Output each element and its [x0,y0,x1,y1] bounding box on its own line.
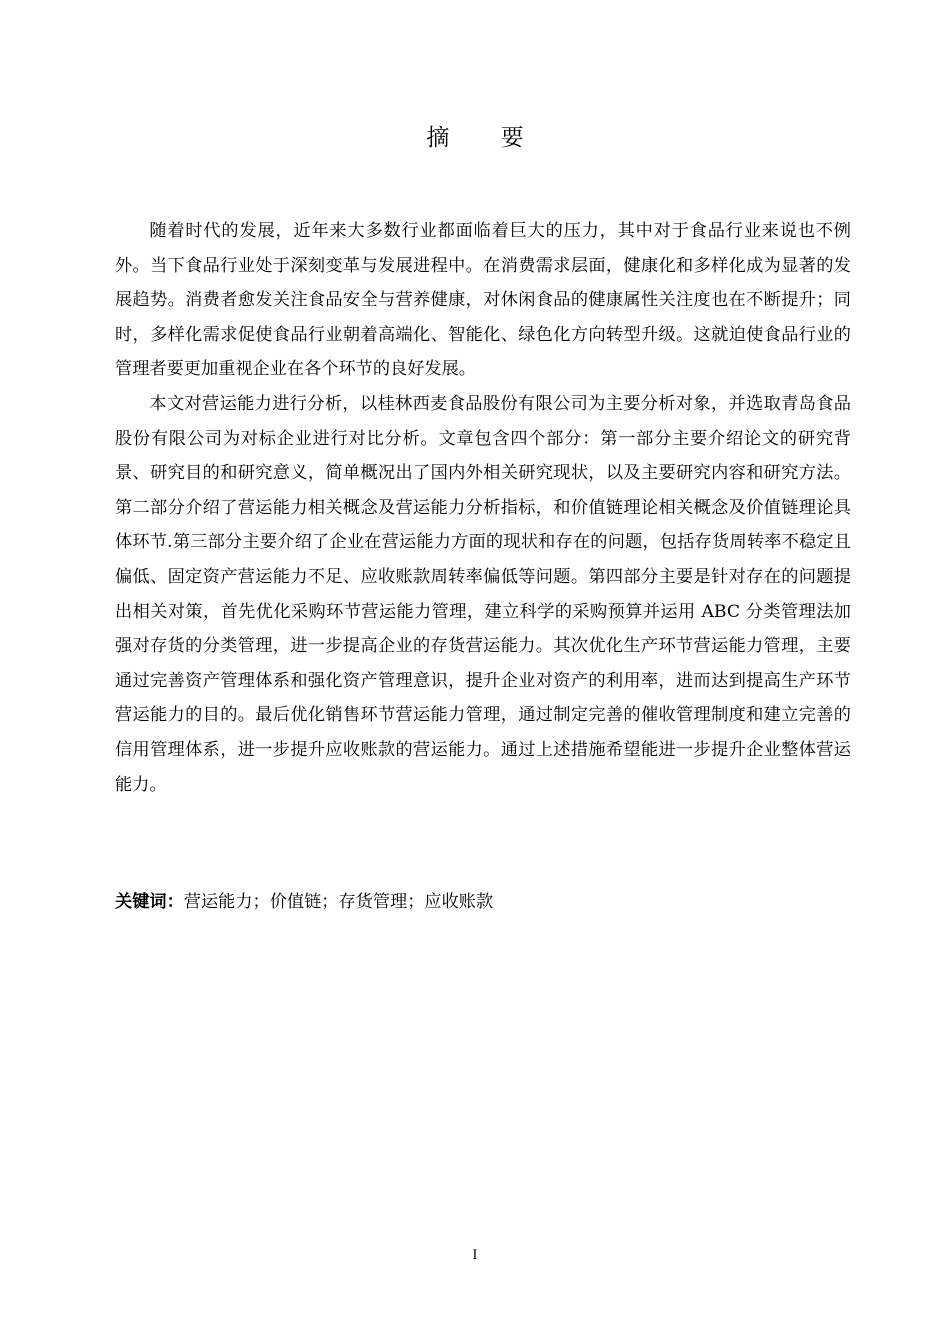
keywords-value: 营运能力；价值链；存货管理；应收账款 [183,892,494,912]
abstract-body [115,214,851,802]
abstract-paragraph-2: 本文对营运能力进行分析，以桂林西麦食品股份有限公司为主要分析对象，并选取青岛食品股份有限公司为对标企业进行对比分析。文章包含四个部分：第一部分主要介绍论文的研究背景、研究目的和研究意义，简单概况出了国内外相关研究现状，以及主要研究内容和研究方法。第二部分介绍了营运能力相关概念及营运能力分析指标，和价值链理论相关概念及价值链理论具体环节.第三部分主要介绍了企业在营运能力方面的现状和存在的问题，包括存货周转率不稳定且偏低、固定资产营运能力不足、应收账款周转率偏低等问题。第四部分主要是针对存在的问题提出相关对策，首先优化采购环节营运能力管理，建立科学的采购预算并运用 ABC 分类管理法加强对存货的分类管理，进一步提高企业的存货营运能力。其次优化生产环节营运能力管理，主要通过完善资产管理体系和强化资产管理意识，提升企业对资产的利用率，进而达到提高生产环节营运能力的目的。最后优化销售环节营运能力管理，通过制定完善的催收管理制度和建立完善的信用管理体系，进一步提升应收账款的营运能力。通过上述措施希望能进一步提升企业整体营运能力。 [115,393,851,795]
keywords-line [115,885,851,919]
page-number: I [472,1248,478,1263]
abstract-paragraph-1: 随着时代的发展，近年来大多数行业都面临着巨大的压力，其中对于食品行业来说也不例外。当下食品行业处于深刻变革与发展进程中。在消费需求层面，健康化和多样化成为显著的发展趋势。消费者愈发关注食品安全与营养健康，对休闲食品的健康属性关注度也在不断提升；同时，多样化需求促使食品行业朝着高端化、智能化、绿色化方向转型升级。这就迫使食品行业的管理者要更加重视企业在各个环节的良好发展。 [115,221,851,380]
keywords-label: 关键词： [115,892,184,912]
page-title: 摘 要 [426,125,546,151]
